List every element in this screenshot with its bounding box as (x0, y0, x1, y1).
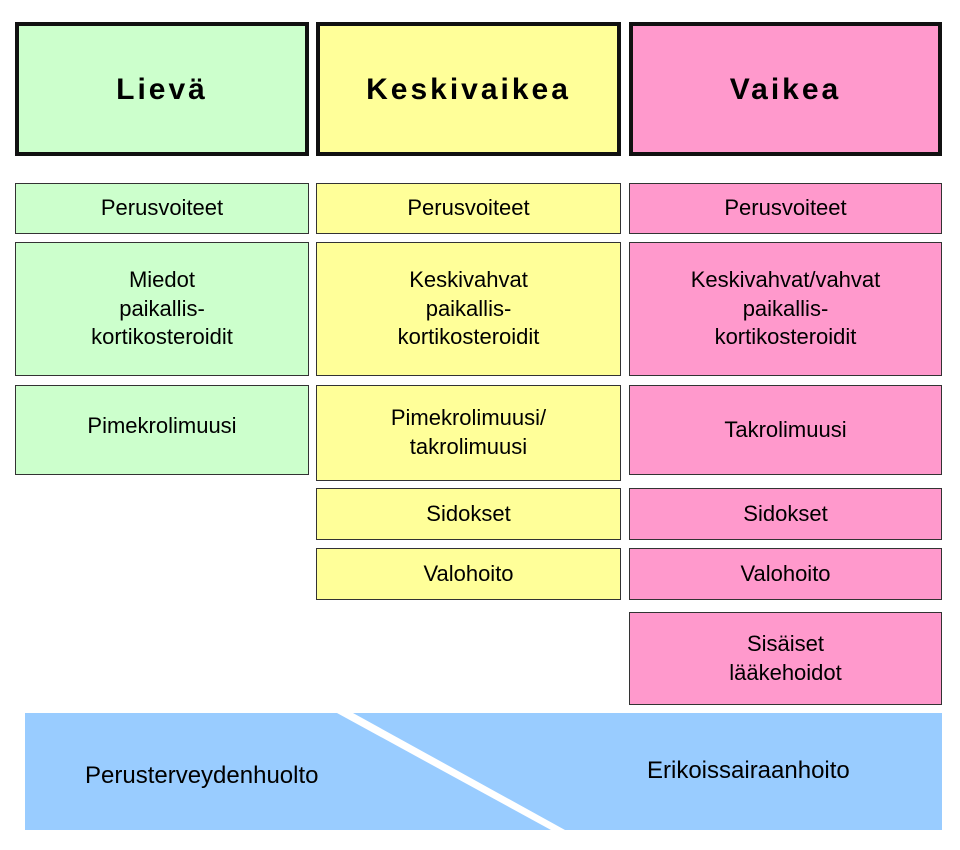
moderate-item-2: Keskivahvat paikallis- kortikosteroidit (316, 242, 621, 376)
primary-care-label: Perusterveydenhuolto (85, 762, 319, 789)
moderate-item-4: Sidokset (316, 488, 621, 540)
severe-item-1: Perusvoiteet (629, 183, 942, 234)
mild-item-1: Perusvoiteet (15, 183, 309, 234)
moderate-item-3: Pimekrolimuusi/ takrolimuusi (316, 385, 621, 481)
mild-item-3: Pimekrolimuusi (15, 385, 309, 475)
severe-item-6: Sisäiset lääkehoidot (629, 612, 942, 705)
severe-item-3: Takrolimuusi (629, 385, 942, 475)
mild-item-2: Miedot paikallis- kortikosteroidit (15, 242, 309, 376)
care-level-band (25, 713, 942, 830)
severe-item-2: Keskivahvat/vahvat paikallis- kortikosteroidit (629, 242, 942, 376)
header-mild: Lievä (15, 22, 309, 156)
severe-item-5: Valohoito (629, 548, 942, 600)
specialist-care-label: Erikoissairaanhoito (647, 757, 850, 784)
header-severe: Vaikea (629, 22, 942, 156)
divider-line (337, 713, 565, 830)
severe-item-4: Sidokset (629, 488, 942, 540)
moderate-item-1: Perusvoiteet (316, 183, 621, 234)
moderate-item-5: Valohoito (316, 548, 621, 600)
header-moderate: Keskivaikea (316, 22, 621, 156)
